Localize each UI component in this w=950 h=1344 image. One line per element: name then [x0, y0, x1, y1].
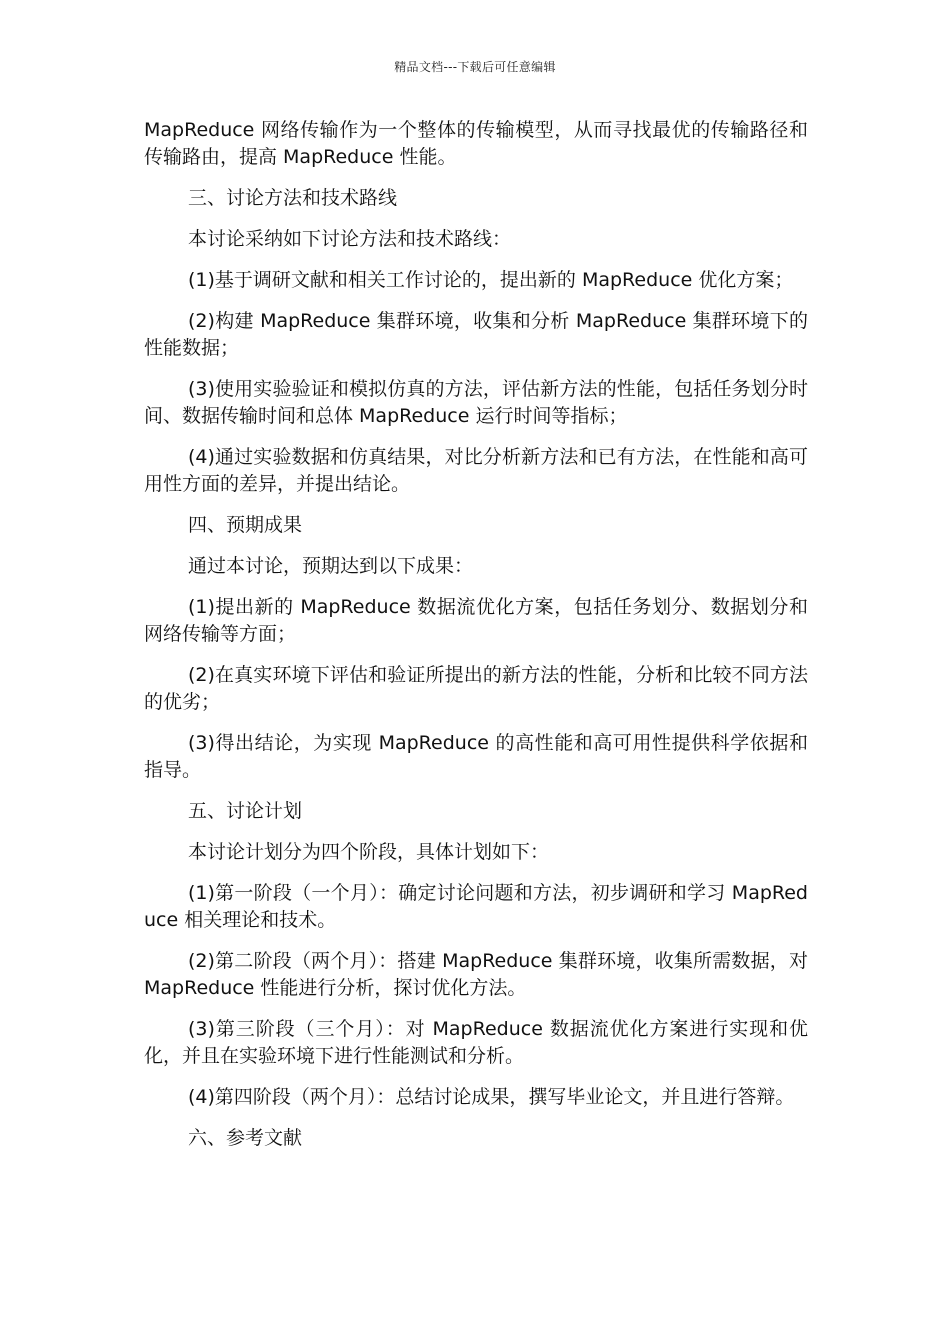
- list-item: (2)第二阶段（两个月）：搭建 MapReduce 集群环境，收集所需数据，对 MapReduce 性能进行分析，探讨优化方法。: [144, 950, 808, 999]
- page-header: 精品文档---下载后可任意编辑: [394, 60, 556, 74]
- list-item: (3)使用实验验证和模拟仿真的方法，评估新方法的性能，包括任务划分时间、数据传输时间和总体 MapReduce 运行时间等指标；: [144, 378, 808, 427]
- paragraph: 本讨论采纳如下讨论方法和技术路线：: [188, 228, 512, 250]
- section-heading-methods: 三、讨论方法和技术路线: [188, 187, 398, 209]
- section-heading-expected-results: 四、预期成果: [188, 514, 303, 536]
- list-item: (3)得出结论，为实现 MapReduce 的高性能和高可用性提供科学依据和指导。: [144, 732, 808, 781]
- list-item: (1)基于调研文献和相关工作讨论的，提出新的 MapReduce 优化方案；: [188, 269, 794, 291]
- paragraph: 通过本讨论，预期达到以下成果：: [188, 555, 474, 577]
- section-heading-references: 六、参考文献: [188, 1127, 303, 1149]
- paragraph-continuation: MapReduce 网络传输作为一个整体的传输模型，从而寻找最优的传输路径和传输路由，提高 MapReduce 性能。: [144, 119, 808, 168]
- section-heading-plan: 五、讨论计划: [188, 800, 303, 822]
- document-body: [144, 117, 808, 1166]
- list-item: (2)构建 MapReduce 集群环境，收集和分析 MapReduce 集群环境下的性能数据；: [144, 310, 808, 359]
- list-item: (1)第一阶段（一个月）：确定讨论问题和方法，初步调研和学习 MapReduce 相关理论和技术。: [144, 882, 808, 931]
- list-item: (2)在真实环境下评估和验证所提出的新方法的性能，分析和比较不同方法的优劣；: [144, 664, 808, 713]
- list-item: (4)第四阶段（两个月）：总结讨论成果，撰写毕业论文，并且进行答辩。: [188, 1086, 795, 1108]
- list-item: (4)通过实验数据和仿真结果，对比分析新方法和已有方法，在性能和高可用性方面的差异，并提出结论。: [144, 446, 808, 495]
- paragraph: 本讨论计划分为四个阶段，具体计划如下：: [188, 841, 550, 863]
- list-item: (3)第三阶段（三个月）：对 MapReduce 数据流优化方案进行实现和优化，并且在实验环境下进行性能测试和分析。: [144, 1018, 808, 1067]
- list-item: (1)提出新的 MapReduce 数据流优化方案，包括任务划分、数据划分和网络传输等方面；: [144, 596, 808, 645]
